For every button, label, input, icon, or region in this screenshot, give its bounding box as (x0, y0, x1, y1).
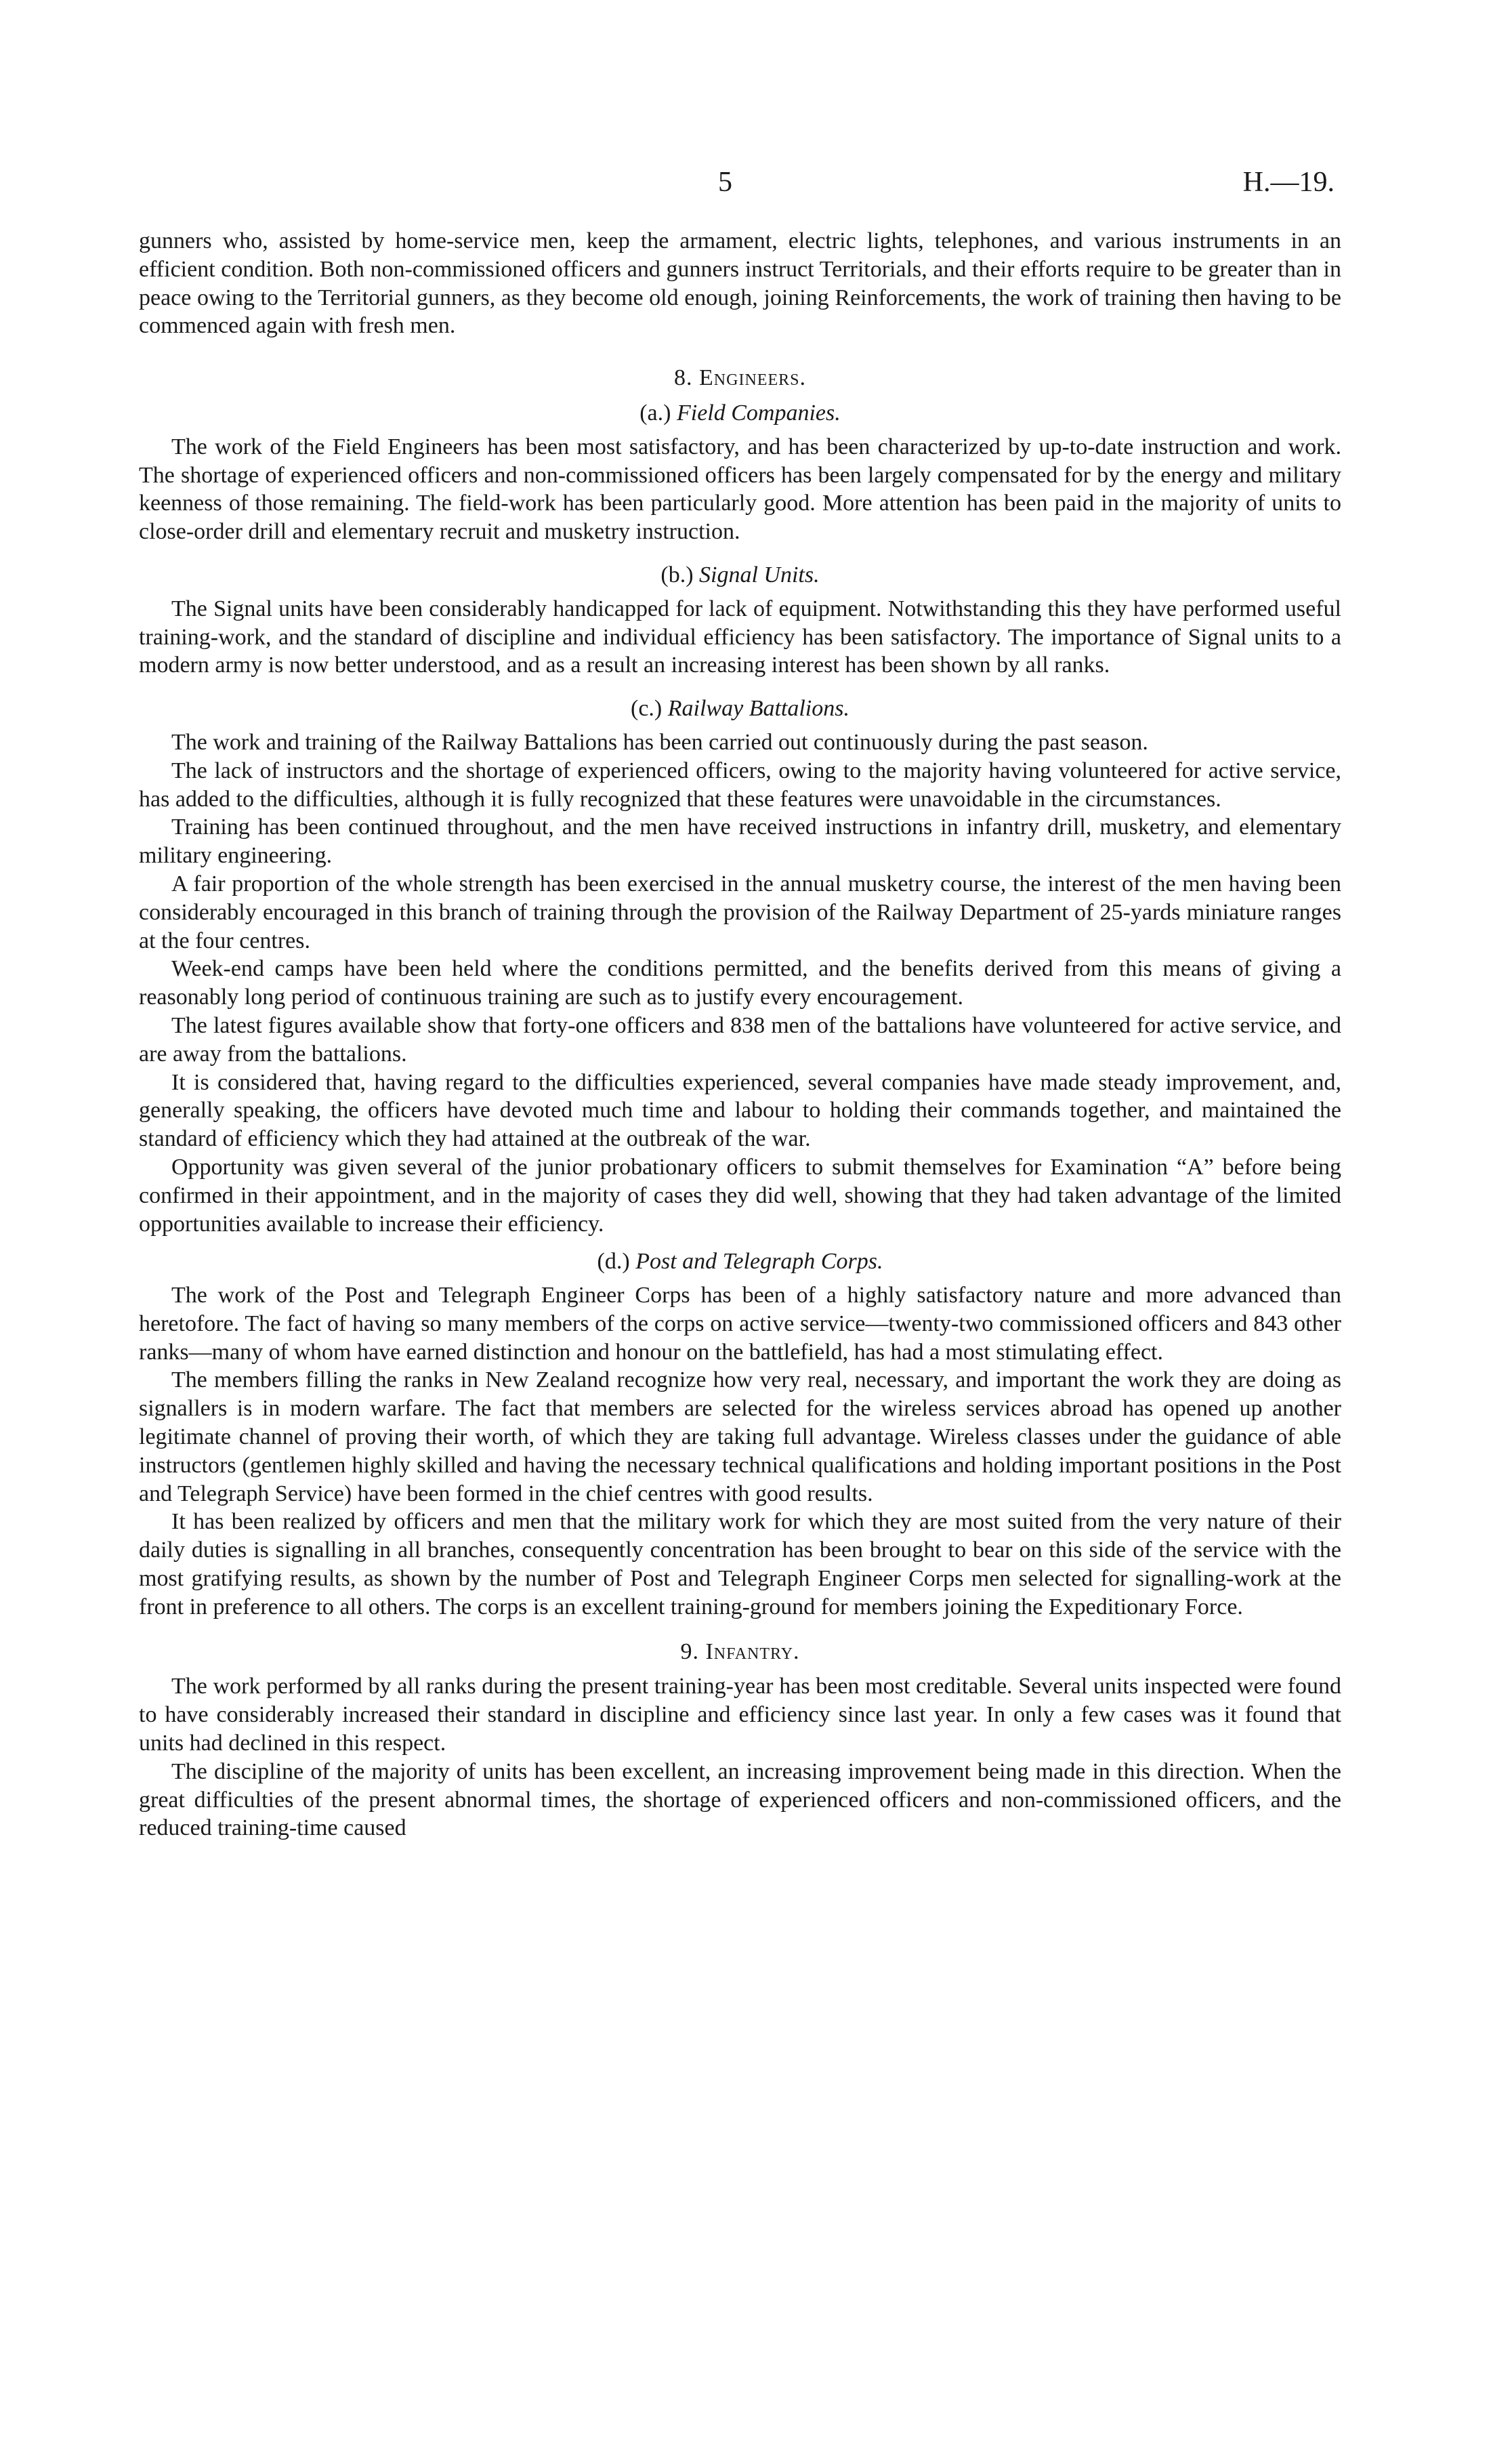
paragraph: Opportunity was given several of the junior probationary officers to submit themselves for Examination “A” before being confirmed in their appointment, and in the majority of cases they did well, showing that they had taken advantage of the limited opportunities available to increase their efficiency. (139, 1154, 1341, 1237)
document-reference: H.—19. (1242, 167, 1335, 198)
paragraph: A fair proportion of the whole strength has been exercised in the annual musketry course, the interest of the men having been considerably encouraged in this branch of training through the provision of the Railway Department of 25-yards miniature ranges at the four centres. (139, 871, 1341, 953)
subsection-label: (a.) (639, 400, 671, 426)
page-header (0, 166, 1512, 207)
subsection-name: Field Companies. (676, 400, 841, 426)
body-text (139, 227, 1341, 1842)
paragraph: The members filling the ranks in New Zealand recognize how very real, necessary, and important the work they are doing as signallers is in modern warfare. The fact that members are selected for the wireless services abroad has opened up another legitimate channel of proving their worth, of which they are taking full advantage. Wireless classes under the guidance of able instructors (gentlemen highly skilled and having the necessary technical qualifications and holding important positions in the Post and Telegraph Service) have been formed in the chief centres with good results. (139, 1367, 1341, 1506)
paragraph: It is considered that, having regard to the difficulties experienced, several companies have made steady improvement, and, generally speaking, the officers have devoted much time and labour to holding their commands together, and maintained the standard of efficiency which they had attained at the outbreak of the war. (139, 1069, 1341, 1152)
subsection-title-post-telegraph (139, 1247, 1341, 1276)
paragraph: It has been realized by officers and men that the military work for which they are most suited from the very nature of their daily duties is signalling in all branches, consequently concentration has been brought to bear on this side of the service with the most gratifying results, as shown by the number of Post and Telegraph Engineer Corps men selected for signalling-work at the front in preference to all others. The corps is an excellent training-ground for members joining the Expeditionary Force. (139, 1509, 1341, 1619)
subsection-title-signal-units (139, 561, 1341, 590)
paragraph: Training has been continued throughout, and the men have received instructions in infantry drill, musketry, and elementary military engineering. (139, 814, 1341, 869)
paragraph: The latest figures available show that forty-one officers and 838 men of the battalions have volunteered for active service, and are away from the battalions. (139, 1012, 1341, 1067)
subsection-label: (c.) (631, 696, 663, 722)
intro-paragraph: gunners who, assisted by home-service men, keep the armament, electric lights, telephones, and various instruments in an efficient condition. Both non-commissioned officers and gunners instruct Territorials, and their efforts require to be greater than in peace owing to the Territorial gunners, as they become old enough, joining Reinforcements, the work of training then having to be commenced again with fresh men. (139, 228, 1341, 339)
subsection-name: Railway Battalions. (667, 696, 849, 722)
section-title-infantry: 9. Infantry. (680, 1638, 800, 1664)
subsection-label: (b.) (660, 562, 694, 587)
subsection-title-field-companies (139, 399, 1341, 428)
paragraph: The work and training of the Railway Battalions has been carried out continuously during the past season. (171, 729, 1148, 755)
paragraph: The work of the Post and Telegraph Engineer Corps has been of a highly satisfactory nature and more advanced than heretofore. The fact of having so many members of the corps on active service—twenty-two commissioned officers and 843 other ranks—many of whom have earned distinction and honour on the battlefield, has had a most stimulating effect. (139, 1283, 1341, 1365)
paragraph: The lack of instructors and the shortage of experienced officers, owing to the majority having volunteered for active service, has added to the difficulties, although it is fully recognized that these features were unavoidable in the circumstances. (139, 758, 1341, 812)
page-number: 5 (718, 167, 732, 198)
section-title-engineers: 8. Engineers. (674, 365, 806, 391)
subsection-title-railway-battalions (139, 695, 1341, 723)
paragraph: The work performed by all ranks during the present training-year has been most creditable. Several units inspected were found to have considerably increased their standard in discipline and efficiency since last year. In only a few cases was it found that units had declined in this respect. (139, 1674, 1341, 1756)
paragraph: Week-end camps have been held where the conditions permitted, and the benefits derived from this means of giving a reasonably long period of continuous training are such as to justify every encouragement. (139, 956, 1341, 1010)
subsection-name: Post and Telegraph Corps. (635, 1249, 883, 1275)
paragraph: The discipline of the majority of units has been excellent, an increasing improvement being made in this direction. When the great difficulties of the present abnormal times, the shortage of experienced officers and non-commissioned officers, and the reduced training-time caused (139, 1758, 1341, 1841)
paragraph: The Signal units have been considerably handicapped for lack of equipment. Notwithstanding this they have performed useful training-work, and the standard of discipline and individual efficiency has been satisfactory. The importance of Signal units to a modern army is now better understood, and as a result an increasing interest has been shown by all ranks. (139, 596, 1341, 678)
subsection-label: (d.) (597, 1249, 630, 1275)
subsection-name: Signal Units. (699, 562, 820, 587)
paragraph: The work of the Field Engineers has been most satisfactory, and has been characterized by up-to-date instruction and work. The shortage of experienced officers and non-commissioned officers has been largely compensated for by the energy and military keenness of those remaining. The field-work has been particularly good. More attention has been paid in the majority of units to close-order drill and elementary recruit and musketry instruction. (139, 434, 1341, 545)
